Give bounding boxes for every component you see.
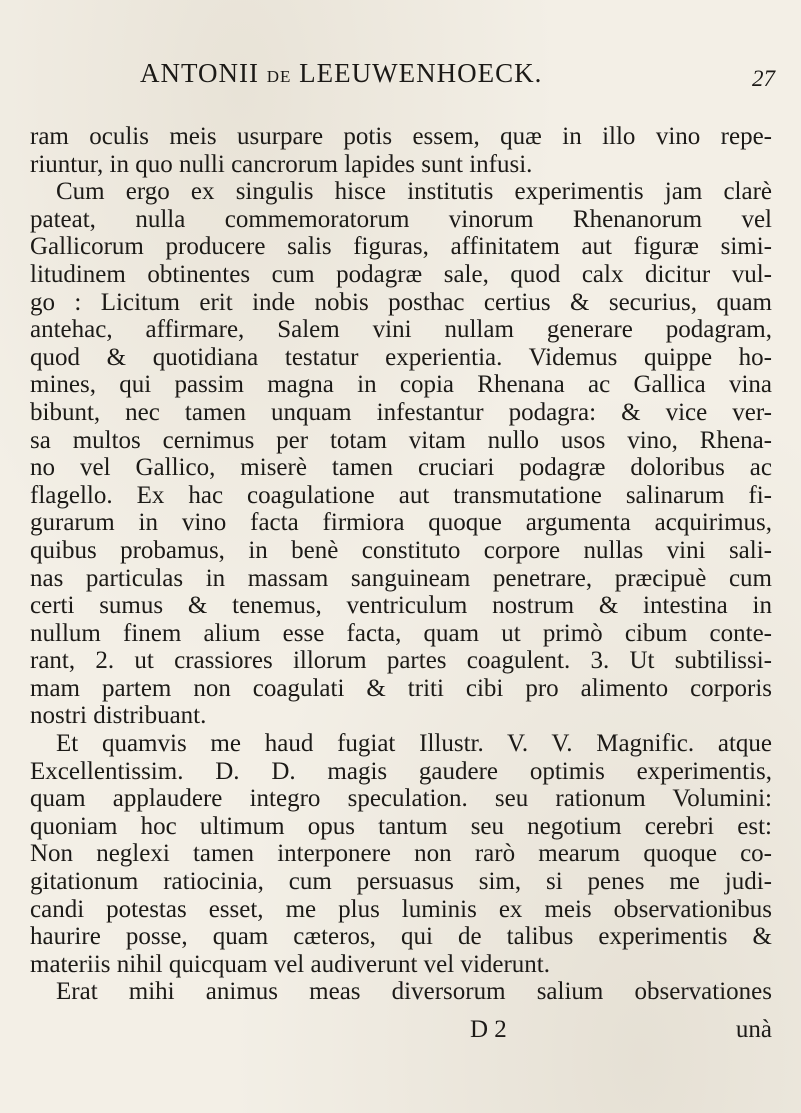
- running-head-de: DE: [266, 67, 292, 86]
- text-line: Gallicorum producere salis figuras, affinitatem aut figuræ simi-: [30, 233, 772, 261]
- text-line: rant, 2. ut crassiores illorum partes coagulent. 3. Ut subtilissi-: [30, 647, 772, 675]
- text-line: nullum finem alium esse facta, quam ut primò cibum conte-: [30, 619, 772, 647]
- running-head-author: ANTONII: [140, 58, 259, 88]
- running-head-surname: LEEUWENHOECK.: [299, 58, 543, 88]
- text-line: Excellentissim. D. D. magis gaudere optimis experimentis,: [30, 757, 772, 785]
- page-number: 27: [752, 66, 775, 91]
- text-line: quod & quotidiana testatur experientia. Videmus quippe ho-: [30, 343, 772, 371]
- running-head: [140, 58, 700, 89]
- text-line: gitationum ratiocinia, cum persuasus sim, si penes me judi-: [30, 868, 772, 896]
- text-line: bibunt, nec tamen unquam infestantur podagra: & vice ver-: [30, 398, 772, 426]
- text-line: litudinem obtinentes cum podagræ sale, quod calx dicitur vul-: [30, 260, 772, 288]
- text-line: materiis nihil quicquam vel audiverunt vel viderunt.: [30, 950, 551, 978]
- text-line: Cum ergo ex singulis hisce institutis experimentis jam clarè: [56, 178, 772, 206]
- page-footer: [30, 1016, 772, 1046]
- signature-mark: D 2: [470, 1016, 507, 1043]
- text-line: Et quamvis me haud fugiat Illustr. V. V. Magnific. atque: [56, 730, 772, 758]
- text-line: nas particulas in massam sanguineam penetrare, præcipuè cum: [30, 564, 772, 592]
- text-line: Non neglexi tamen interponere non rarò mearum quoque co-: [30, 840, 772, 868]
- text-line: quam applaudere integro speculation. seu rationum Volumini:: [30, 785, 772, 813]
- text-line: ram oculis meis usurpare potis essem, quæ in illo vino repe-: [30, 123, 772, 150]
- text-line: flagello. Ex hac coagulatione aut transmutatione salinarum fi-: [30, 481, 772, 509]
- text-line: certi sumus & tenemus, ventriculum nostrum & intestina in: [30, 592, 772, 620]
- text-line: mines, qui passim magna in copia Rhenana ac Gallica vina: [30, 371, 772, 399]
- text-line: go : Licitum erit inde nobis posthac certius & securius, quam: [30, 288, 772, 316]
- text-line: antehac, affirmare, Salem vini nullam generare podagram,: [30, 316, 772, 344]
- text-line: quoniam hoc ultimum opus tantum seu negotium cerebri est:: [30, 812, 772, 840]
- text-line: candi potestas esset, me plus luminis ex meis observationibus: [30, 895, 772, 923]
- text-line: nostri distribuant.: [30, 702, 207, 730]
- catchword: unà: [735, 1016, 772, 1043]
- body-text: [30, 123, 772, 1006]
- text-line: quibus probamus, in benè constituto corpore nullas vini sali-: [30, 536, 772, 564]
- text-line: sa multos cernimus per totam vitam nullo usos vino, Rhena-: [30, 426, 772, 454]
- text-line: pateat, nulla commemoratorum vinorum Rhenanorum vel: [30, 205, 772, 233]
- text-line: no vel Gallico, miserè tamen cruciari podagræ doloribus ac: [30, 454, 772, 482]
- text-line: Erat mihi animus meas diversorum salium observationes: [56, 978, 772, 1006]
- text-line: riuntur, in quo nulli cancrorum lapides sunt infusi.: [30, 150, 533, 178]
- text-line: gurarum in vino facta firmiora quoque argumenta acquirimus,: [30, 509, 772, 537]
- text-line: mam partem non coagulati & triti cibi pro alimento corporis: [30, 674, 772, 702]
- text-line: haurire posse, quam cæteros, qui de talibus experimentis &: [30, 923, 772, 951]
